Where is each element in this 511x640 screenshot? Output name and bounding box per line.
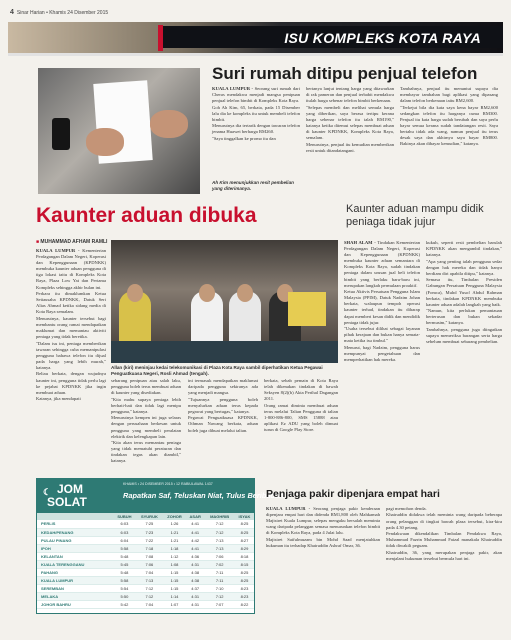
- paragraph: Beliau berkata, dengan wujudnya kaunter ini, pengguna tidak perlu lagi ke pejabat KPDNKK jika ingin membuat aduan.: [36, 371, 106, 395]
- column-header: ASAR: [186, 513, 204, 520]
- time-cell: 7:06: [136, 560, 163, 568]
- time-cell: 1:08: [163, 560, 186, 568]
- paragraph: Katanya, jika mendapati: [36, 396, 81, 402]
- paragraph: Pendakwaan dikendalikan Timbalan Pendakwa Raya, Muhammad Fazrin Muhammad Faizal manakala Khairuddin tidak diwakili peguam.: [386, 531, 502, 549]
- time-cell: 7:08: [136, 552, 163, 560]
- paragraph: "Selepas membeli dan melihat semula harga yang diberikan, saya berasa tertipu kerana harga sebenar telefon itu ialah RM190," katanya ketika ditemui selepas membuat aduan di kaunter KPDNKK, Kompleks Kota Raya, semalam.: [306, 104, 394, 141]
- paragraph: Menurutnya, kaunter tersebut bagi membantu orang ramai mendapatkan maklumat dan memantau aktiviti peniaga yang tidak beretika.: [36, 315, 106, 340]
- jom-solat-logo: [43, 482, 101, 510]
- poster-image: [288, 292, 326, 326]
- article-column: [266, 506, 380, 632]
- logo-line: JOM: [57, 482, 84, 496]
- article-column: [212, 86, 300, 178]
- paragraph: kukuh, seperti resit pembelian barulah KPDNKK akan mengambil tindakan," katanya.: [426, 240, 502, 258]
- time-cell: 5:54: [113, 584, 136, 592]
- paragraph: SHAH ALAM - Tindakan Kementerian Perdagangan Dalam Negeri, Koperasi dan Kepenggunaan (KPDNKK) membuka kaunter aduan semantara di Kompleks Kota Raya, sudah tindakan peniaga dalam urusan jual beli telefon bimbit yang berlaku baru-baru ini, merupakan langkah permulaan proaktif.: [344, 240, 420, 288]
- time-cell: 7:18: [136, 544, 163, 552]
- paragraph: Menurutnya kempen ini juga selaras dengan perusahaan berkesan untuk pengguna yang membeli peralatan elektrik dan kelengkapan lain.: [111, 415, 181, 439]
- time-cell: 8:25: [235, 568, 254, 576]
- time-cell: 5:45: [113, 560, 136, 568]
- paragraph: Menurutnya, penjual itu kemudian memberikan resit untuk ditandatangani.: [306, 141, 394, 153]
- state-cell: PULAU PINANG: [37, 536, 113, 544]
- time-cell: 8:27: [235, 536, 254, 544]
- table-header-row: [37, 513, 254, 520]
- face-image: [127, 284, 143, 302]
- paragraph: Majistret Saifulmuzam bin Mohd Saad menjatuhkan hukuman itu terhadap Khairuddin Ashraf Omar, 36.: [266, 536, 380, 548]
- time-cell: 4:41: [186, 528, 204, 536]
- time-cell: 5:58: [113, 544, 136, 552]
- prayer-date: KHAMIS • 24 DISEMBER 2015 • 12 RABIULAWAL 1437: [123, 482, 213, 486]
- paragraph: KUALA LUMPUR - Seorang suri rumah dari Cheras mendakwa menjadi mangsa penipuan penjual telefon bimbit di Kompleks Kota Raya.: [212, 86, 300, 104]
- paragraph: Tambahnya, penjual itu menuntut supaya dia membayar tambahan bagi aplikasi yang dipasang dalam telefon berkenaan iaitu RM2,600.: [400, 86, 498, 104]
- time-cell: 7:12: [204, 528, 235, 536]
- time-cell: 7:02: [204, 560, 235, 568]
- time-cell: 7:23: [136, 528, 163, 536]
- time-cell: 7:11: [204, 576, 235, 584]
- table-row: [37, 528, 254, 536]
- paragraph: KUALA LUMPUR - Seorang penjaga pakir kenderaan dipenjara empat hari dan didenda RM1,800 oleh Mahkamah Majistret Kuala Lumpur, selepas mengaku bersalah meminta wang daripada pelanggan semasa menurunkan telefon bimbit di Kompleks Kota Raya, pada 4 Julai lalu.: [266, 506, 380, 536]
- headline: Kaunter aduan dibuka: [36, 204, 257, 227]
- state-cell: KELANTAN: [37, 552, 113, 560]
- face-image: [237, 284, 253, 302]
- time-cell: 4:42: [186, 536, 204, 544]
- paragraph: Goh Ah Kim, 65, berkata, pada 15 Disember lalu dia ke kompleks itu untuk membeli telefon bimbit.: [212, 104, 300, 122]
- time-cell: 1:15: [163, 576, 186, 584]
- state-cell: MELAKA: [37, 592, 113, 600]
- time-cell: 1:07: [163, 600, 186, 608]
- face-image: [199, 284, 215, 302]
- state-cell: JOHOR BAHRU: [37, 600, 113, 608]
- time-cell: 4:41: [186, 544, 204, 552]
- time-cell: 8:25: [235, 576, 254, 584]
- time-cell: 7:07: [204, 600, 235, 608]
- table-row: [37, 576, 254, 584]
- time-cell: 8:29: [235, 544, 254, 552]
- time-cell: 1:15: [163, 568, 186, 576]
- state-cell: PERLIS: [37, 520, 113, 528]
- paragraph: Semasa itu, Timbalan Presiden Gabungan Persatuan Pengguna Malaysia (Fomca), Muhd Yusof Abdul Rahman berkata, tindakan KPDNKK membuka kaunter aduan adalah langkah yang baik.: [426, 277, 502, 307]
- prayer-times-header: [37, 479, 284, 513]
- paragraph: "Kita mahu supaya peniaga lebih berhati-hati dan tidak lagi menipu pengguna," katanya.: [111, 396, 181, 414]
- article-column: [188, 378, 258, 470]
- time-cell: 7:13: [204, 536, 235, 544]
- state-cell: KEDAH/PENANG: [37, 528, 113, 536]
- paragraph: "Kita akan terus memantau peniaga yang tidak mematuhi peraturan dan tindakan tegas akan diambil," katanya.: [111, 440, 181, 464]
- paragraph: pagi memohon denda.: [386, 506, 427, 511]
- time-cell: 7:25: [136, 520, 163, 528]
- paragraph: ini termasuk mendapatkan maklumat daripada pengguna sekiranya ada yang menjadi mangsa.: [188, 378, 258, 396]
- paragraph: "Apa yang penting ialah pengguna sedar dengan hak mereka dan tidak hanya berdiam diri apabila ditipu," katanya.: [426, 258, 502, 276]
- time-cell: 1:12: [163, 552, 186, 560]
- state-cell: KUALA TERENGGANU: [37, 560, 113, 568]
- state-cell: PAHANG: [37, 568, 113, 576]
- time-cell: 7:11: [204, 568, 235, 576]
- time-cell: 5:48: [113, 568, 136, 576]
- paragraph: "Namun, kita perlukan pemantauan berterusan dan bukan sekadar bermusim," katanya.: [426, 308, 502, 326]
- time-cell: 8:22: [235, 600, 254, 608]
- table-row: [37, 544, 254, 552]
- paragraph: "Saya tinggalkan ke promo itu dan: [212, 135, 276, 141]
- time-cell: 5:58: [113, 576, 136, 584]
- headline: Suri rumah ditipu penjual telefon: [212, 64, 478, 83]
- time-cell: 7:12: [204, 592, 235, 600]
- paragraph: Khairuddin didakwa telah meminta wang daripada beberapa orang pelanggan di tingkat bawah plaza tersebut, kira-kira pada 4.30 petang.: [386, 512, 502, 530]
- page-number: 4: [10, 9, 14, 16]
- hand-image: [150, 110, 188, 138]
- article-column: [426, 240, 502, 472]
- prayer-table-body: [37, 520, 254, 608]
- section-banner: [8, 22, 503, 56]
- time-cell: 8:23: [235, 584, 254, 592]
- paragraph: Menurutnya dia tertarik dengan tawaran telefon jenama Huawei berharga RM260.: [212, 123, 300, 135]
- time-cell: 8:15: [235, 560, 254, 568]
- state-cell: IPOH: [37, 544, 113, 552]
- table-row: [37, 536, 254, 544]
- article-column: [306, 86, 394, 194]
- column-header: MAGHRIB: [204, 513, 235, 520]
- paragraph: Khairuddin, 36, yang merupakan penjaga pakir, akan menjalani hukuman tersebut bermula hari ini.: [386, 549, 502, 561]
- paragraph: Orang ramai diminta membuat aduan terus melalui Talian Pengguna di talian 1-800-886-800, SMS 15888 atau aplikasi Ez ADU yang boleh dimuat turun di Google Play Store.: [264, 402, 338, 433]
- paragraph: KUALA LUMPUR - Kementerian Perdagangan Dalam Negeri, Koperasi dan Kepenggunaan (KPDNKK) membuka kaunter aduan pengguna di tiga lokasi iaitu di Kompleks Kota Raya, Plaza Low Yat dan Pertama Kompleks sehingga akhir bulan ini.: [36, 248, 107, 290]
- subheadline: Kaunter aduan mampu didik peniaga tidak jujur: [346, 203, 484, 228]
- column-header: [37, 513, 113, 520]
- byline: [36, 239, 107, 245]
- article-column: [111, 378, 181, 470]
- counter-visit-photo: [111, 240, 338, 363]
- phone-receipt-photo: [38, 68, 200, 194]
- time-cell: 5:48: [113, 552, 136, 560]
- table-row: [37, 560, 254, 568]
- paragraph: "Terkejut bila dia kata saya kena bayar RM2,600 sedangkan telefon itu harganya cuma RM300. Penjual itu kata harga sudah berubah dan saya perlu bayar semua kerana sudah tandatangan resit. Saya bertahu tidak ada wang, namun penjual itu terus desak saya dan akhirnya saya bayar RM800. Bakinya akan dibayar kemudian," katanya.: [400, 104, 498, 147]
- prayer-times-table: [37, 513, 254, 609]
- column-header: ISYAK: [235, 513, 254, 520]
- article-column: [386, 506, 502, 632]
- time-cell: 5:50: [113, 592, 136, 600]
- photo-caption: Allan (kiri) meninjau kedai telekomunikasi di Plaza Kota Raya sambil diperhatikan Ketua Pegawai Penguatkuasa Negeri, Rosli Ahmad (tengah).: [111, 365, 323, 376]
- paragraph: "Usaha tersebut dilihat sebagai layanan pihak kerajaan dan bukan hanya semata-mata ketika isu timbul.": [344, 326, 420, 344]
- column-header: SYURUK: [136, 513, 163, 520]
- column-header: ZOHOR: [163, 513, 186, 520]
- state-cell: KUALA LUMPUR: [37, 576, 113, 584]
- time-cell: 7:06: [204, 552, 235, 560]
- photo-caption: Ah Kim menunjukkan resit pembelian yang diterimanya.: [212, 180, 294, 191]
- table-row: [37, 584, 254, 592]
- time-cell: 4:38: [186, 576, 204, 584]
- time-cell: 4:31: [186, 560, 204, 568]
- time-cell: 6:03: [113, 520, 136, 528]
- time-cell: 7:04: [136, 568, 163, 576]
- paragraph: Perkara itu dimaklumkan Ketua Setiausaha KPDNKK, Datuk Seri Alias Ahmad ketika sidang media di Kota Raya semalam.: [36, 291, 106, 315]
- paragraph: sebarang penipuan atau salah laku, pengguna boleh terus membuat aduan di kaunter yang disediakan.: [111, 378, 181, 396]
- prayer-slogan: Rapatkan Saf, Teluskan Niat, Tulus Beribadah: [123, 491, 284, 500]
- time-cell: 1:14: [163, 592, 186, 600]
- time-cell: 8:23: [235, 592, 254, 600]
- prayer-times-box: [36, 478, 284, 614]
- paragraph: "Tujuannya pengguna boleh menyalurkan aduan terus kepada pegawai yang bertugas," katanya.: [188, 396, 258, 414]
- time-cell: 7:12: [204, 520, 235, 528]
- time-cell: 7:22: [136, 536, 163, 544]
- time-cell: 6:03: [113, 528, 136, 536]
- logo-line: SOLAT: [47, 495, 87, 509]
- time-cell: 4:31: [186, 600, 204, 608]
- counter-image: [111, 341, 338, 363]
- time-cell: 1:21: [163, 536, 186, 544]
- time-cell: 7:10: [204, 584, 235, 592]
- time-cell: 7:13: [136, 576, 163, 584]
- paragraph: bertanya lanjut tentang harga yang ditawarkan di rak pameran dan penjual terbabit mendakwa itulah harga sebenar telefon bimbit berkenaan.: [306, 86, 394, 104]
- article-column: [400, 86, 498, 194]
- time-cell: 8:25: [235, 520, 254, 528]
- table-row: [37, 592, 254, 600]
- time-cell: 8:18: [235, 552, 254, 560]
- publication-date: Sinar Harian • Khamis 24 Disember 2015: [16, 10, 109, 16]
- paragraph: "Dalam isu ini, peniaga memberikan tawaran sehingga cuba memanipulasi pengguna bahawa telefon itu dijual pada harga yang lebih murah," katanya.: [36, 340, 106, 370]
- phone-image: [52, 118, 70, 150]
- time-cell: 4:38: [186, 568, 204, 576]
- hand-image: [86, 128, 124, 156]
- banner-red-stripe: [158, 25, 163, 51]
- time-cell: 4:37: [186, 584, 204, 592]
- time-cell: 4:36: [186, 552, 204, 560]
- crescent-moon-icon: ☾: [43, 487, 52, 497]
- time-cell: 8:25: [235, 528, 254, 536]
- table-row: [37, 568, 254, 576]
- column-header: SUBUH: [113, 513, 136, 520]
- time-cell: 7:13: [204, 544, 235, 552]
- article-column: [344, 240, 420, 472]
- paragraph: Menurut, bagi Nadzim, pengguna harus mempunyai pengetahuan dan memperhatikan hak mereka.: [344, 344, 420, 362]
- paragraph: Ketua Aktivis Persatuan Pengguna Islam Malaysia (PPIM), Datuk Nadzim Johan berkata, walaupun tempoh operasi kaunter terhad, tindakan itu diharap dapat memberi kesan didik dan mendidik peniaga tidak jujur.: [344, 289, 420, 325]
- time-cell: 4:31: [186, 592, 204, 600]
- paragraph: berkata, sebab pemain di Kota Raya telah dikenakan tindakan di bawah Seksyen 8(2)(b) Akta Perihal Dagangan 2011.: [264, 378, 338, 402]
- time-cell: 1:21: [163, 528, 186, 536]
- state-cell: SEREMBAN: [37, 584, 113, 592]
- table-row: [37, 600, 254, 608]
- time-cell: 4:41: [186, 520, 204, 528]
- section-title: ISU KOMPLEKS KOTA RAYA: [284, 30, 481, 46]
- time-cell: 1:15: [163, 584, 186, 592]
- headline: Penjaga pakir dipenjara empat hari: [266, 488, 440, 500]
- time-cell: 6:04: [113, 536, 136, 544]
- table-row: [37, 520, 254, 528]
- time-cell: 1:26: [163, 520, 186, 528]
- time-cell: 7:12: [136, 584, 163, 592]
- byline-author: MUHAMMAD AFHAM RAMLI: [40, 239, 108, 245]
- time-cell: 7:12: [136, 592, 163, 600]
- article-column: [264, 378, 338, 470]
- paragraph: Pegawai Penguatkuasa KPDNKK, Othman Nawang berkata, aduan boleh juga dibuat melalui talian.: [188, 415, 258, 433]
- article-column: [36, 248, 106, 468]
- paragraph: Tambahnya, pengguna juga diingatkan supaya memeriksa barangan serta harga sebelum membuat sebarang pembelian.: [426, 326, 502, 345]
- byline-mark: ■: [36, 239, 40, 245]
- time-cell: 5:42: [113, 600, 136, 608]
- time-cell: 7:04: [136, 600, 163, 608]
- table-row: [37, 552, 254, 560]
- time-cell: 1:18: [163, 544, 186, 552]
